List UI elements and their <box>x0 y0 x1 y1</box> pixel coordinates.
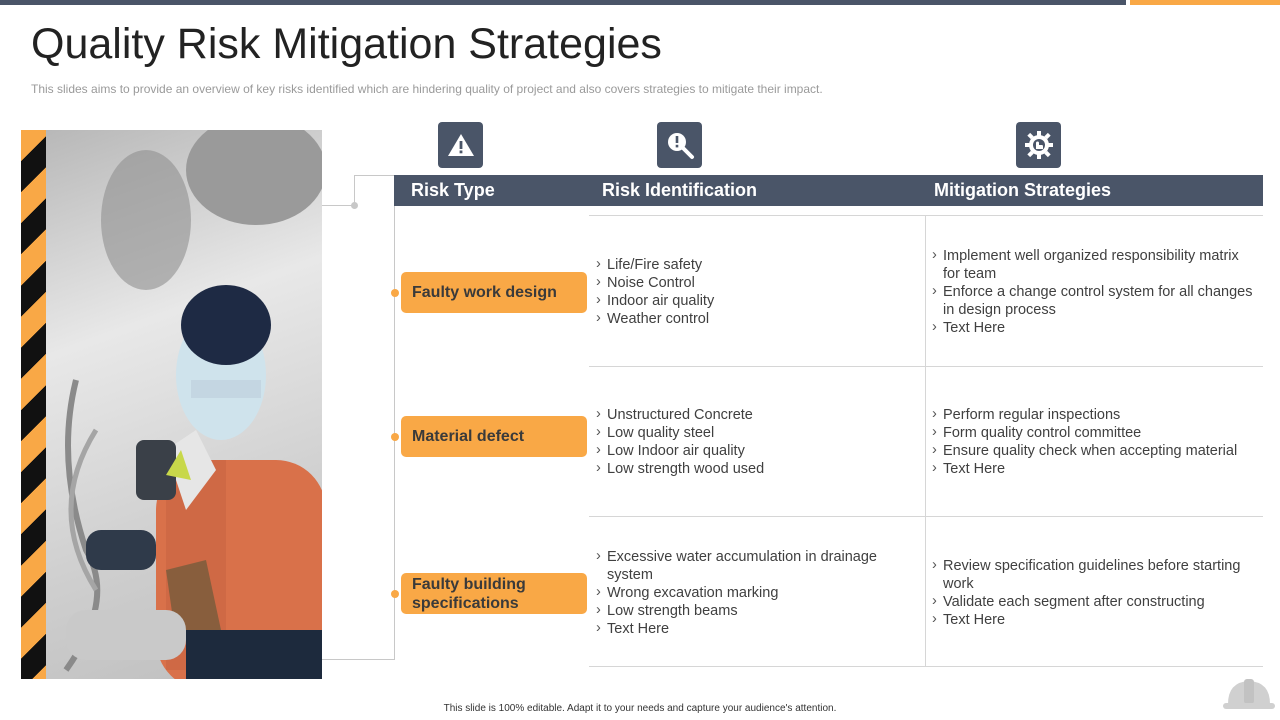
mitigation-list <box>932 406 1254 478</box>
column-divider <box>925 215 926 667</box>
list-item: › Validate each segment after constructing <box>932 593 1254 611</box>
list-item: › Enforce a change control system for all changes in design process <box>932 283 1254 319</box>
mitigation-list <box>932 557 1254 629</box>
list-item: › Text Here <box>932 460 1254 478</box>
warning-icon <box>438 122 483 168</box>
row-divider <box>589 666 1263 667</box>
risk-dot <box>391 433 399 441</box>
connector-photo-bottom <box>322 659 395 660</box>
identification-list <box>596 548 916 638</box>
risk-label-faulty-building-specifications: Faulty building specifications <box>401 573 587 614</box>
slide-title: Quality Risk Mitigation Strategies <box>31 20 662 68</box>
mitigation-list <box>932 247 1254 337</box>
gear-hand-icon <box>1016 122 1061 168</box>
row-divider <box>589 516 1263 517</box>
list-item: › Wrong excavation marking <box>596 584 916 602</box>
risk-label-faulty-work-design: Faulty work design <box>401 272 587 313</box>
list-item: › Text Here <box>596 620 916 638</box>
top-accent-bar-orange <box>1130 0 1280 5</box>
column-header-risk-identification: Risk Identification <box>602 180 758 200</box>
hazard-stripes <box>21 130 46 679</box>
row-divider <box>589 215 1263 216</box>
footer-note: This slide is 100% editable. Adapt it to your needs and capture your audience's attention. <box>443 703 837 714</box>
photo-scene <box>46 130 322 679</box>
identification-list <box>596 406 916 478</box>
list-item: › Life/Fire safety <box>596 256 916 274</box>
list-item: › Low strength beams <box>596 602 916 620</box>
list-item: › Unstructured Concrete <box>596 406 916 424</box>
table-header-bar <box>394 175 1263 206</box>
list-item: › Excessive water accumulation in drainage system <box>596 548 916 584</box>
list-item: › Form quality control committee <box>932 424 1254 442</box>
list-item: › Text Here <box>932 319 1254 337</box>
list-item: › Review specification guidelines before starting work <box>932 557 1254 593</box>
row-divider <box>589 366 1263 367</box>
magnify-alert-icon <box>657 122 702 168</box>
list-item: › Low quality steel <box>596 424 916 442</box>
column-header-risk-type: Risk Type <box>411 180 495 200</box>
risk-dot <box>391 289 399 297</box>
worker-photo <box>21 130 322 679</box>
hard-hat-icon <box>1222 676 1276 717</box>
identification-list <box>596 256 916 328</box>
connector-top-horizontal <box>354 175 394 176</box>
list-item: › Implement well organized responsibility matrix for team <box>932 247 1254 283</box>
worker-illustration <box>46 130 322 679</box>
risk-dot <box>391 590 399 598</box>
list-item: › Low Indoor air quality <box>596 442 916 460</box>
list-item: › Ensure quality check when accepting material <box>932 442 1254 460</box>
top-accent-bar <box>0 0 1126 5</box>
column-header-mitigation-strategies: Mitigation Strategies <box>934 180 1112 200</box>
list-item: › Text Here <box>932 611 1254 629</box>
list-item: › Weather control <box>596 310 916 328</box>
list-item: › Low strength wood used <box>596 460 916 478</box>
list-item: › Indoor air quality <box>596 292 916 310</box>
connector-dot <box>351 202 358 209</box>
list-item: › Perform regular inspections <box>932 406 1254 424</box>
list-item: › Noise Control <box>596 274 916 292</box>
risk-label-material-defect: Material defect <box>401 416 587 457</box>
slide-subtitle: This slides aims to provide an overview of key risks identified which are hindering quality of project and also covers strategies to mitigate their impact. <box>31 82 823 96</box>
